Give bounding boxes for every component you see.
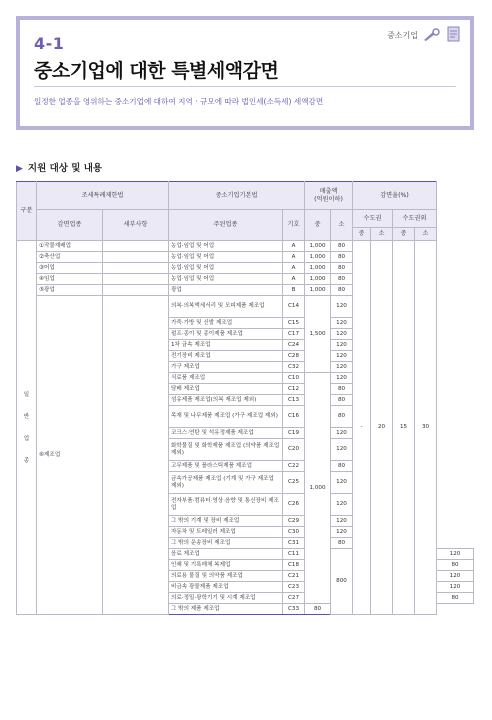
header-sudo: 수도권 [353, 210, 393, 228]
cell-code: C18 [283, 560, 305, 571]
cell-small: 120 [331, 329, 353, 340]
cell-small: 120 [437, 549, 474, 560]
cell-code: C32 [283, 362, 305, 373]
header-sebu: 세부사항 [103, 210, 169, 241]
cell-code: A [283, 274, 305, 285]
cell-small: 80 [331, 263, 353, 274]
cell-small: 120 [331, 340, 353, 351]
cell-medium-merged: 1,000 [305, 373, 331, 604]
header-gubun: 구분 [17, 182, 37, 241]
cell-sebu [103, 263, 169, 274]
cell-industry: 가구 제조업 [169, 362, 283, 373]
cell-code: C25 [283, 472, 305, 494]
cell-industry: 식료품 제조업 [169, 373, 283, 384]
cell-medium: 1,000 [305, 285, 331, 296]
cell-code: C12 [283, 384, 305, 395]
cell-small: 120 [331, 373, 353, 384]
cell-code: C30 [283, 527, 305, 538]
cell-industry: 광업 [169, 285, 283, 296]
cell-industry: 농업·임업 및 어업 [169, 252, 283, 263]
cell-industry: 그 밖의 운송장비 제조업 [169, 538, 283, 549]
cell-gammyeon: ①작물재배업 [37, 241, 103, 252]
cell-small: 120 [331, 516, 353, 527]
header-gammyeon-upjong: 감면업종 [37, 210, 103, 241]
cell-medium: 1,000 [305, 252, 331, 263]
cell-industry: 의복·의복액세서리 및 모피제품 제조업 [169, 296, 283, 318]
cell-sebu [103, 241, 169, 252]
header-rate-so-2: 소 [415, 228, 437, 241]
gubun-cell: 일 반 업 종 [17, 241, 37, 615]
cell-code: A [283, 263, 305, 274]
cell-industry: 의료·정밀·광학기기 및 시계 제조업 [169, 593, 283, 604]
cell-industry: 전자부품·컴퓨터·영상·음향 및 통신장비 제조업 [169, 494, 283, 516]
cell-industry: 농업·임업 및 어업 [169, 274, 283, 285]
header-rate-jung-2: 중 [393, 228, 415, 241]
cell-industry: 전기장비 제조업 [169, 351, 283, 362]
cell-medium: 1,000 [305, 241, 331, 252]
cell-small: 80 [305, 604, 331, 615]
cell-industry: 그 밖의 제품 제조업 [169, 604, 283, 615]
cell-code: C31 [283, 538, 305, 549]
cell-small: 120 [437, 571, 474, 582]
cell-small: 120 [437, 582, 474, 593]
cell-code: C21 [283, 571, 305, 582]
cell-sebu [103, 285, 169, 296]
header-giho: 기호 [283, 210, 305, 241]
header-jungso: 중소기업기본법 [169, 182, 305, 210]
rate-sudo-so: 20 [371, 241, 393, 615]
header-so: 소 [331, 210, 353, 241]
cell-gammyeon: ③어업 [37, 263, 103, 274]
cell-small: 80 [331, 395, 353, 406]
cell-code: C13 [283, 395, 305, 406]
cell-small: 120 [331, 296, 353, 318]
cell-industry: 농업·임업 및 어업 [169, 263, 283, 274]
cell-small: 120 [331, 439, 353, 461]
cell-code: C16 [283, 406, 305, 428]
cell-code: B [283, 285, 305, 296]
header-rate-so-1: 소 [371, 228, 393, 241]
rate-out-jung: 15 [393, 241, 415, 615]
header-jung: 중 [305, 210, 331, 241]
header-jucheup: 주된업종 [169, 210, 283, 241]
cell-sebu [103, 274, 169, 285]
divider [34, 86, 456, 87]
cell-code: A [283, 252, 305, 263]
section-heading [16, 160, 102, 174]
cell-small: 80 [331, 285, 353, 296]
cell-code: C22 [283, 461, 305, 472]
cell-code: C27 [283, 593, 305, 604]
cell-industry: 그 밖의 기계 및 장비 제조업 [169, 516, 283, 527]
rate-sudo-jung: - [353, 241, 371, 615]
cell-industry: 자동차 및 트레일러 제조업 [169, 527, 283, 538]
cell-small: 80 [437, 593, 474, 604]
cell-industry: 담배 제조업 [169, 384, 283, 395]
cell-medium: 1,000 [305, 263, 331, 274]
cell-sebu [103, 252, 169, 263]
rate-out-so: 30 [415, 241, 437, 615]
cell-small: 80 [437, 560, 474, 571]
cell-medium-merged: 800 [331, 549, 353, 615]
triangle-icon: ▶ [16, 164, 23, 174]
cell-small: 80 [331, 241, 353, 252]
cell-industry: 인쇄 및 기록매체 복제업 [169, 560, 283, 571]
cell-medium: 1,000 [305, 274, 331, 285]
cell-industry: 섬유제품 제조업(의복 제조업 제외) [169, 395, 283, 406]
cell-small: 80 [331, 384, 353, 395]
cell-gammyeon: ⑤광업 [37, 285, 103, 296]
cell-small: 80 [331, 538, 353, 549]
cell-code: C29 [283, 516, 305, 527]
support-table [16, 181, 474, 615]
header-sudo-out: 수도권외 [393, 210, 437, 228]
cell-code: C20 [283, 439, 305, 461]
cell-code: C28 [283, 351, 305, 362]
cell-code: C14 [283, 296, 305, 318]
header-rate-jung-1: 중 [353, 228, 371, 241]
cell-small: 80 [331, 406, 353, 428]
header-rate: 감면율(%) [353, 182, 437, 210]
cell-code: C19 [283, 428, 305, 439]
cell-industry: 금속가공제품 제조업 (기계 및 가구 제조업 제외) [169, 472, 283, 494]
cell-small: 80 [331, 252, 353, 263]
cell-small: 120 [331, 527, 353, 538]
category-tag: 중소기업 [387, 31, 418, 40]
cell-small: 120 [331, 362, 353, 373]
cell-industry: 음료 제조업 [169, 549, 283, 560]
header-box [16, 16, 474, 130]
cell-code: C11 [283, 549, 305, 560]
cell-industry: 목재 및 나무제품 제조업 (가구 제조업 제외) [169, 406, 283, 428]
cell-gammyeon: ②축산업 [37, 252, 103, 263]
cell-industry: 화학물질 및 화학제품 제조업 (의약품 제조업 제외) [169, 439, 283, 461]
cell-code: A [283, 241, 305, 252]
cell-code: C15 [283, 318, 305, 329]
section-title: 지원 대상 및 내용 [27, 163, 103, 174]
header-jose: 조세특례제한법 [37, 182, 169, 210]
header-maechul: 매출액 (억원이하) [305, 182, 353, 210]
table-row [17, 241, 474, 252]
cell-code: C17 [283, 329, 305, 340]
cell-small: 120 [331, 472, 353, 494]
cell-small: 80 [331, 274, 353, 285]
cell-industry: 비금속 광물제품 제조업 [169, 582, 283, 593]
cell-manufacturing: ⑥제조업 [37, 296, 103, 615]
tools-icon [422, 28, 442, 42]
chapter-number: 4-1 [34, 34, 65, 53]
cell-small: 120 [331, 318, 353, 329]
cell-code: C23 [283, 582, 305, 593]
document-icon [446, 26, 462, 42]
cell-small: 120 [331, 428, 353, 439]
cell-gammyeon: ④임업 [37, 274, 103, 285]
cell-industry: 코크스·연탄 및 석유정제품 제조업 [169, 428, 283, 439]
cell-industry: 농업·임업 및 어업 [169, 241, 283, 252]
cell-industry: 고무제품 및 플라스틱제품 제조업 [169, 461, 283, 472]
cell-code: C10 [283, 373, 305, 384]
cell-industry: 의료용 물질 및 의약품 제조업 [169, 571, 283, 582]
cell-small: 80 [331, 461, 353, 472]
cell-industry: 1차 금속 제조업 [169, 340, 283, 351]
cell-code: C33 [283, 604, 305, 615]
cell-code: C26 [283, 494, 305, 516]
cell-small: 120 [331, 494, 353, 516]
page-subtitle: 일정한 업종을 영위하는 중소기업에 대하여 지역 · 규모에 따라 법인세(소득세) 세액감면 [34, 97, 324, 106]
cell-code: C24 [283, 340, 305, 351]
cell-medium-merged: 1,500 [305, 296, 331, 373]
page-title: 중소기업에 대한 특별세액감면 [34, 60, 279, 82]
cell-industry: 펄프·종이 및 종이제품 제조업 [169, 329, 283, 340]
cell-sebu [103, 296, 169, 615]
cell-small: 120 [331, 351, 353, 362]
cell-industry: 가죽·가방 및 신발 제조업 [169, 318, 283, 329]
